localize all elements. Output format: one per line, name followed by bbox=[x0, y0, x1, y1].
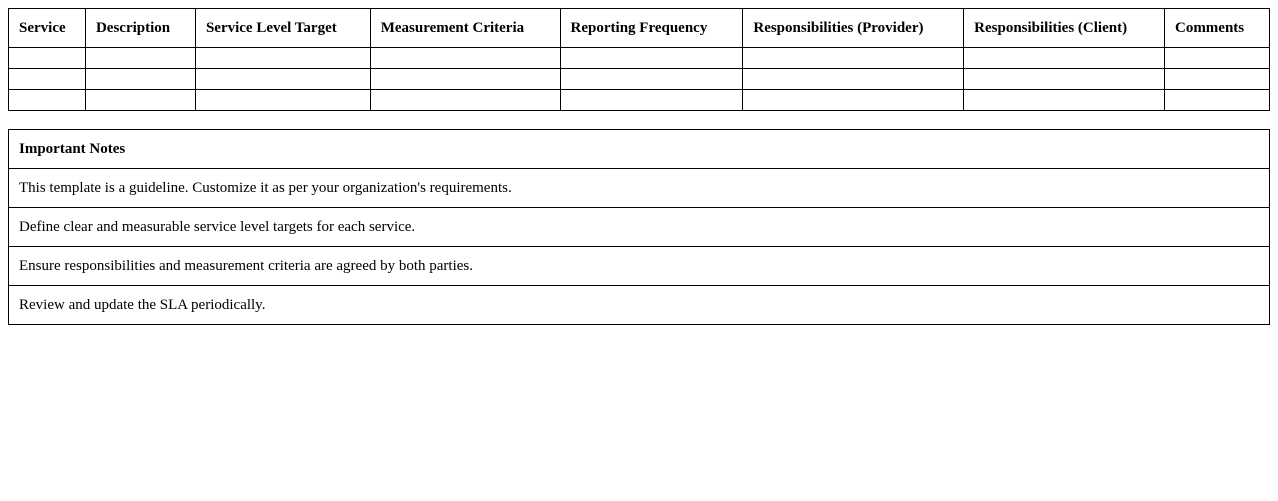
table-cell bbox=[1164, 69, 1269, 90]
table-cell bbox=[964, 90, 1165, 111]
table-cell bbox=[85, 69, 195, 90]
note-text: Define clear and measurable service level targets for each service. bbox=[9, 208, 1270, 247]
table-row bbox=[9, 90, 1270, 111]
header-description: Description bbox=[85, 9, 195, 48]
table-cell bbox=[9, 90, 86, 111]
sla-header-row bbox=[9, 9, 1270, 48]
notes-heading: Important Notes bbox=[9, 130, 1270, 169]
table-row bbox=[9, 69, 1270, 90]
note-text: Review and update the SLA periodically. bbox=[9, 286, 1270, 325]
table-cell bbox=[195, 90, 370, 111]
note-text: Ensure responsibilities and measurement criteria are agreed by both parties. bbox=[9, 247, 1270, 286]
header-responsibilities-provider: Responsibilities (Provider) bbox=[743, 9, 964, 48]
notes-heading-row bbox=[9, 130, 1270, 169]
list-item bbox=[9, 247, 1270, 286]
table-cell bbox=[370, 48, 560, 69]
table-row bbox=[9, 48, 1270, 69]
table-cell bbox=[370, 90, 560, 111]
list-item bbox=[9, 286, 1270, 325]
table-cell bbox=[743, 90, 964, 111]
table-cell bbox=[743, 48, 964, 69]
sla-table bbox=[8, 8, 1270, 111]
header-responsibilities-client: Responsibilities (Client) bbox=[964, 9, 1165, 48]
table-cell bbox=[9, 48, 86, 69]
table-cell bbox=[964, 48, 1165, 69]
list-item bbox=[9, 208, 1270, 247]
header-reporting-frequency: Reporting Frequency bbox=[560, 9, 743, 48]
important-notes-table bbox=[8, 129, 1270, 325]
header-measurement-criteria: Measurement Criteria bbox=[370, 9, 560, 48]
header-service-level-target: Service Level Target bbox=[195, 9, 370, 48]
list-item bbox=[9, 169, 1270, 208]
table-cell bbox=[370, 69, 560, 90]
table-cell bbox=[560, 90, 743, 111]
table-cell bbox=[85, 48, 195, 69]
header-comments: Comments bbox=[1164, 9, 1269, 48]
table-cell bbox=[1164, 90, 1269, 111]
note-text: This template is a guideline. Customize it as per your organization's requirements. bbox=[9, 169, 1270, 208]
table-cell bbox=[743, 69, 964, 90]
table-cell bbox=[9, 69, 86, 90]
table-cell bbox=[195, 69, 370, 90]
table-cell bbox=[560, 69, 743, 90]
table-cell bbox=[195, 48, 370, 69]
table-cell bbox=[560, 48, 743, 69]
header-service: Service bbox=[9, 9, 86, 48]
table-cell bbox=[1164, 48, 1269, 69]
table-cell bbox=[964, 69, 1165, 90]
table-cell bbox=[85, 90, 195, 111]
